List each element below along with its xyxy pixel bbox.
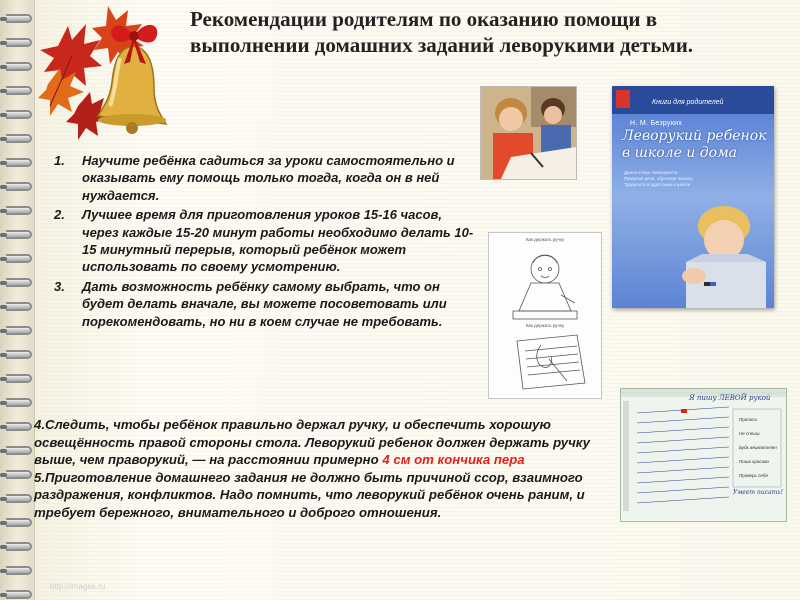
binding-ring: [6, 398, 32, 407]
svg-text:Книги для родителей: Книги для родителей: [652, 99, 724, 106]
bell-icon: [98, 46, 166, 134]
notebook-binding: [0, 0, 35, 600]
page-title: Рекомендации родителям по оказанию помощи в выполнении домашних заданий леворукими детьми.: [190, 7, 694, 57]
children-writing-photo: [480, 86, 577, 180]
binding-ring: [6, 14, 32, 23]
copybook-header: Я пишу ЛЕВОЙ рукой: [689, 394, 771, 402]
copybook-item: Прописи: [739, 417, 757, 422]
book-title: Леворукий ребенок в школе и дома: [622, 128, 767, 161]
book-subtitle: Диагностика леворукости. Развитие речи, обучение письму. Трудности в адаптации к школе: [624, 170, 694, 187]
worksheet-caption-top: Как держать ручку: [525, 237, 565, 242]
binding-ring: [6, 86, 32, 95]
list-item-text: Лучшее время для приготовления уроков 15-16 часов, через каждые 15-20 минут работы необходимо делать 10-15 минутный перерыв, который ребёнок может использовать по своему усмотрению.: [82, 207, 474, 275]
binding-ring: [6, 302, 32, 311]
copybook-item: Будь внимателен: [739, 445, 777, 450]
worksheet-image: [488, 232, 602, 399]
list-item: [54, 206, 479, 276]
copybook-item: Пиши красиво: [739, 459, 769, 464]
book-author: Н. М. Безруких: [630, 120, 683, 127]
binding-ring: [6, 182, 32, 191]
worksheet-caption-mid: Как держать ручку: [525, 323, 565, 328]
watermark: http://images.ru: [50, 582, 106, 591]
copybook-item: Проверь себя: [739, 473, 768, 478]
binding-ring: [6, 590, 32, 599]
binding-ring: [6, 470, 32, 479]
list-item: [54, 278, 479, 330]
binding-ring: [6, 374, 32, 383]
copybook-bottom-text: Умеет писать!: [733, 489, 784, 496]
binding-ring: [6, 542, 32, 551]
copybook-item: Не спеши: [739, 431, 760, 436]
binding-ring: [6, 254, 32, 263]
binding-ring: [6, 158, 32, 167]
list-item-number: 5.: [34, 469, 45, 485]
binding-ring: [6, 134, 32, 143]
list-item-number: 1.: [54, 153, 65, 168]
highlight-distance: 4 см от кончика пера: [382, 452, 525, 468]
binding-ring: [6, 110, 32, 119]
binding-ring: [6, 206, 32, 215]
binding-ring: [6, 326, 32, 335]
list-item-text: Приготовление домашнего задания не должно быть причиной ссор, взаимного раздражения, конфликтов. Надо помнить, что леворукий ребёнок очень раним, и требует бережного, внимательного и доброго отношения.: [34, 469, 585, 520]
binding-ring: [6, 494, 32, 503]
binding-ring: [6, 518, 32, 527]
binding-ring: [6, 62, 32, 71]
binding-ring: [6, 422, 32, 431]
list-item-number: 3.: [54, 278, 65, 294]
list-item-number: 4.: [34, 417, 45, 432]
recommendations-list: [54, 152, 479, 332]
copybook-image: [620, 388, 787, 522]
recommendation-4: [34, 416, 614, 469]
list-item-text: Следить, чтобы ребёнок правильно держал ручку, и обеспечить хорошую освещённость правой стороны стола. Леворукий ребенок должен держать ручку выше, чем праворукий, — на расстоянии примерно: [34, 417, 590, 468]
recommendations-continued: [34, 416, 614, 522]
binding-ring: [6, 350, 32, 359]
binding-ring: [6, 566, 32, 575]
binding-ring: [6, 278, 32, 287]
recommendation-5: [34, 469, 614, 522]
list-item-number: 2.: [54, 207, 65, 223]
list-item: [54, 152, 479, 204]
list-item-text: Дать возможность ребёнку самому выбрать, что он будет делать вначале, вы можете посоветовать или порекомендовать, но ни в коем случае не требовать.: [82, 278, 447, 329]
list-item-text: Научите ребёнка садиться за уроки самостоятельно и оказывать ему помощь только тогда, когда он в ней нуждается.: [82, 153, 455, 203]
autumn-bell-decoration: [38, 6, 188, 166]
book-cover: [612, 86, 774, 308]
binding-ring: [6, 446, 32, 455]
binding-ring: [6, 38, 32, 47]
binding-ring: [6, 230, 32, 239]
